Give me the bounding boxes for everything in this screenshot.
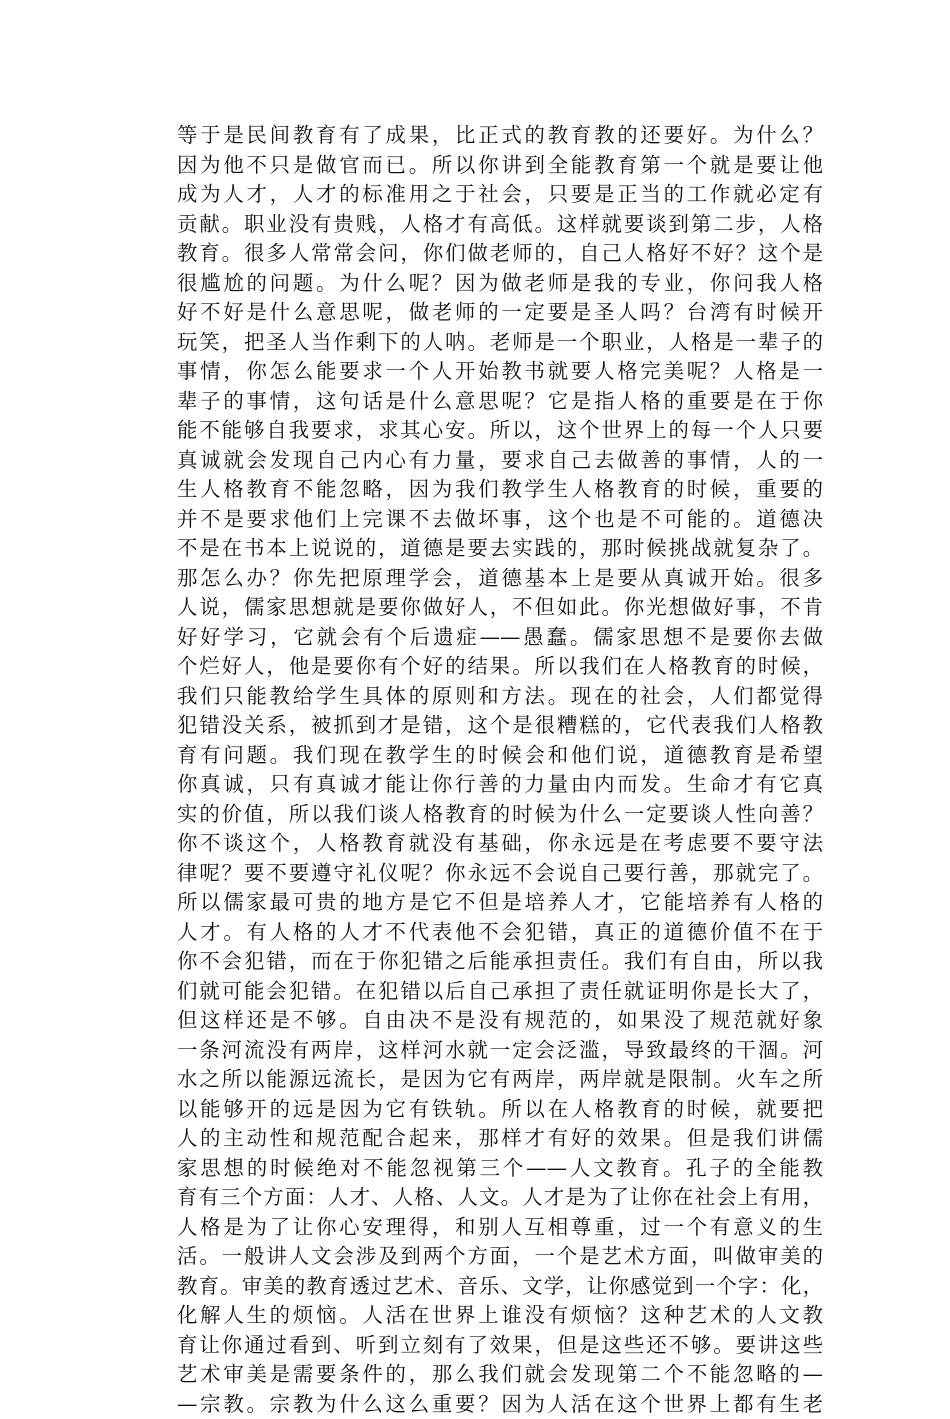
text-line: 教育。审美的教育透过艺术、音乐、文学，让你感觉到一个字：化， (177, 1272, 823, 1302)
text-line: 不是在书本上说说的，道德是要去实践的，那时候挑战就复杂了。 (177, 534, 823, 564)
text-line: 并不是要求他们上完课不去做坏事，这个也是不可能的。道德决 (177, 505, 823, 535)
text-line: 好好学习，它就会有个后遗症——愚蠢。儒家思想不是要你去做 (177, 623, 823, 653)
text-line: 等于是民间教育有了成果，比正式的教育教的还要好。为什么？ (177, 121, 823, 151)
text-line: 实的价值，所以我们谈人格教育的时候为什么一定要谈人性向善？ (177, 800, 823, 830)
text-line: 你不会犯错，而在于你犯错之后能承担责任。我们有自由，所以我 (177, 947, 823, 977)
text-line: 很尴尬的问题。为什么呢？因为做老师是我的专业，你问我人格 (177, 269, 823, 299)
text-line: 人才。有人格的人才不代表他不会犯错，真正的道德价值不在于 (177, 918, 823, 948)
text-line: 活。一般讲人文会涉及到两个方面，一个是艺术方面，叫做审美的 (177, 1242, 823, 1272)
text-line: 能不能够自我要求，求其心安。所以，这个世界上的每一个人只要 (177, 416, 823, 446)
text-line: 辈子的事情，这句话是什么意思呢？它是指人格的重要是在于你 (177, 387, 823, 417)
text-line: 那怎么办？你先把原理学会，道德基本上是要从真诚开始。很多 (177, 564, 823, 594)
text-line: 一条河流没有两岸，这样河水就一定会泛滥，导致最终的干涸。河 (177, 1036, 823, 1066)
text-line: 真诚就会发现自己内心有力量，要求自己去做善的事情，人的一 (177, 446, 823, 476)
text-line: 你真诚，只有真诚才能让你行善的力量由内而发。生命才有它真 (177, 770, 823, 800)
text-line: 但这样还是不够。自由决不是没有规范的，如果没了规范就好象 (177, 1006, 823, 1036)
text-line: 艺术审美是需要条件的，那么我们就会发现第二个不能忽略的— (177, 1360, 823, 1390)
text-line: 水之所以能源远流长，是因为它有两岸，两岸就是限制。火车之所 (177, 1065, 823, 1095)
text-line: 人说，儒家思想就是要你做好人，不但如此。你光想做好事，不肯 (177, 593, 823, 623)
text-line: 因为他不只是做官而已。所以你讲到全能教育第一个就是要让他 (177, 151, 823, 181)
text-line: 人格是为了让你心安理得，和别人互相尊重，过一个有意义的生 (177, 1213, 823, 1243)
text-line: 好不好是什么意思呢，做老师的一定要是圣人吗？台湾有时候开 (177, 298, 823, 328)
text-line: 育有三个方面：人才、人格、人文。人才是为了让你在社会上有用， (177, 1183, 823, 1213)
text-line: —宗教。宗教为什么这么重要？因为人活在这个世界上都有生老 (177, 1390, 823, 1419)
text-line: 贡献。职业没有贵贱，人格才有高低。这样就要谈到第二步，人格 (177, 210, 823, 240)
text-line: 家思想的时候绝对不能忽视第三个——人文教育。孔子的全能教 (177, 1154, 823, 1184)
text-line: 律呢？要不要遵守礼仪呢？你永远不会说自己要行善，那就完了。 (177, 859, 823, 889)
text-line: 玩笑，把圣人当作剩下的人呐。老师是一个职业，人格是一辈子的 (177, 328, 823, 358)
body-text (177, 121, 823, 1419)
text-line: 人的主动性和规范配合起来，那样才有好的效果。但是我们讲儒 (177, 1124, 823, 1154)
text-line: 生人格教育不能忽略，因为我们教学生人格教育的时候，重要的 (177, 475, 823, 505)
text-line: 教育。很多人常常会问，你们做老师的，自己人格好不好？这个是 (177, 239, 823, 269)
text-line: 我们只能教给学生具体的原则和方法。现在的社会，人们都觉得 (177, 682, 823, 712)
text-line: 育有问题。我们现在教学生的时候会和他们说，道德教育是希望 (177, 741, 823, 771)
text-line: 育让你通过看到、听到立刻有了效果，但是这些还不够。要讲这些 (177, 1331, 823, 1361)
text-line: 个烂好人，他是要你有个好的结果。所以我们在人格教育的时候， (177, 652, 823, 682)
text-line: 所以儒家最可贵的地方是它不但是培养人才，它能培养有人格的 (177, 888, 823, 918)
text-line: 化解人生的烦恼。人活在世界上谁没有烦恼？这种艺术的人文教 (177, 1301, 823, 1331)
text-line: 犯错没关系，被抓到才是错，这个是很糟糕的，它代表我们人格教 (177, 711, 823, 741)
text-line: 成为人才，人才的标准用之于社会，只要是正当的工作就必定有 (177, 180, 823, 210)
text-line: 事情，你怎么能要求一个人开始教书就要人格完美呢？人格是一 (177, 357, 823, 387)
text-line: 你不谈这个，人格教育就没有基础，你永远是在考虑要不要守法 (177, 829, 823, 859)
text-line: 以能够开的远是因为它有铁轨。所以在人格教育的时候，就要把 (177, 1095, 823, 1125)
text-line: 们就可能会犯错。在犯错以后自己承担了责任就证明你是长大了， (177, 977, 823, 1007)
